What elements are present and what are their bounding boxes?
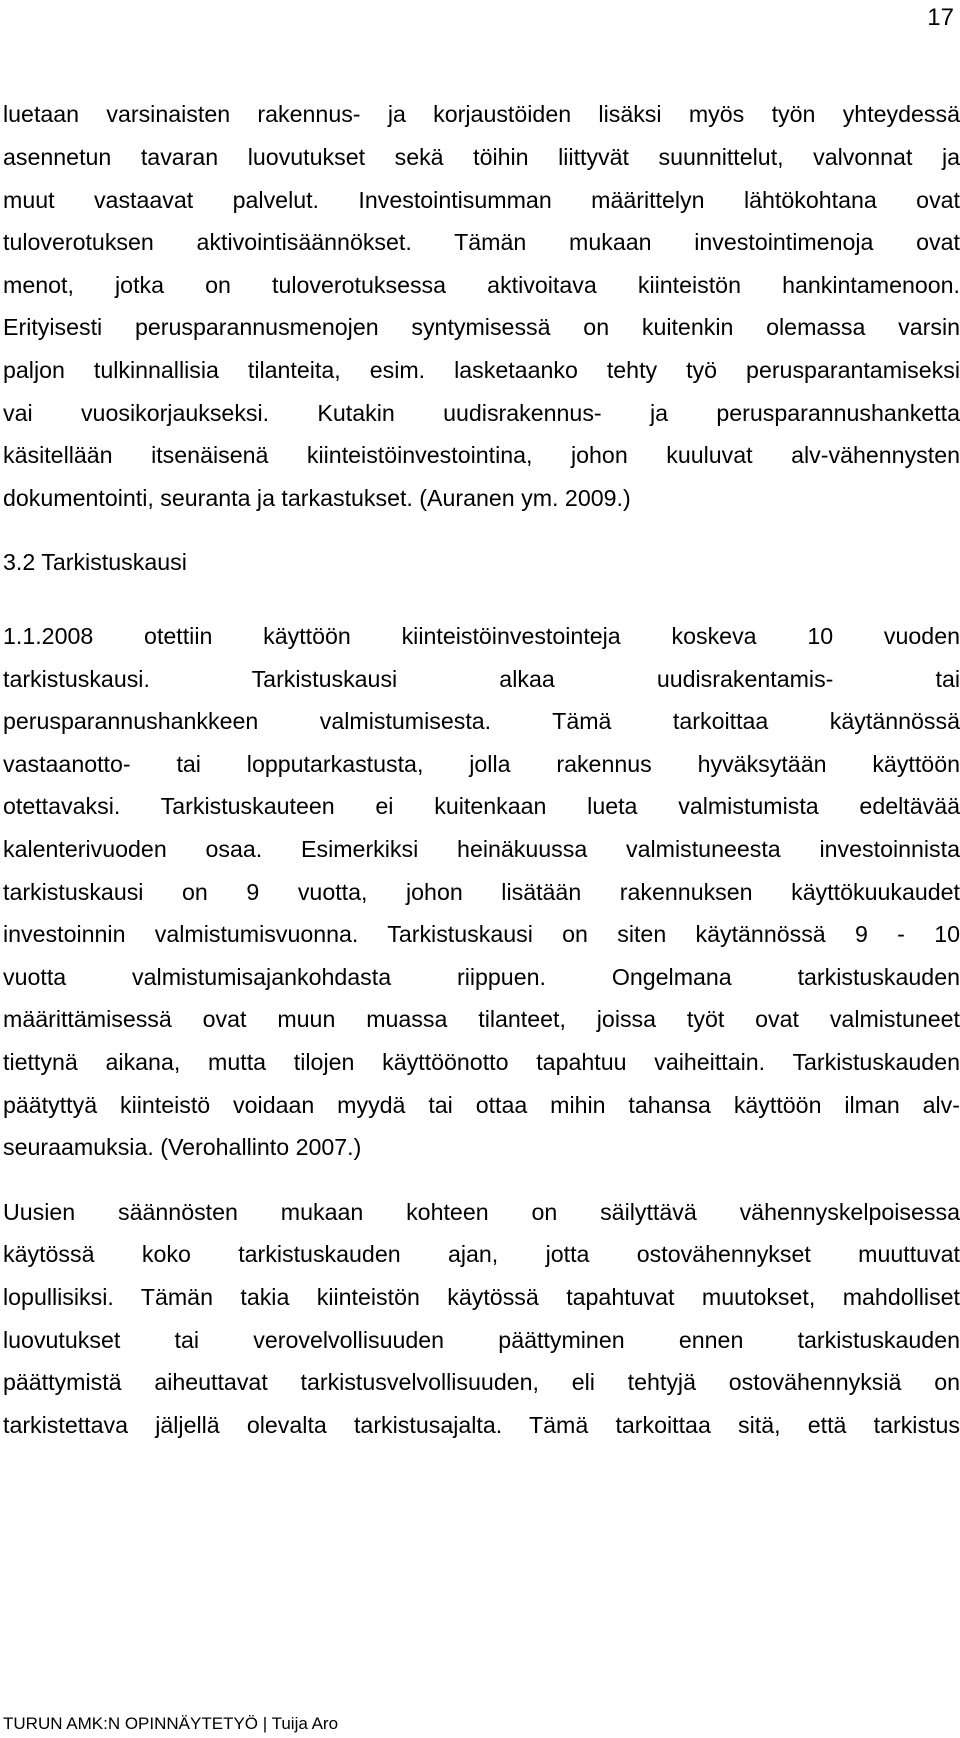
text-line: asennetun tavaran luovutukset sekä töihin liittyvät suunnittelut, valvonnat ja	[3, 144, 960, 170]
text-line: Uusien säännösten mukaan kohteen on säilyttävä vähennyskelpoisessa	[3, 1199, 960, 1225]
text-line: otettavaksi. Tarkistuskauteen ei kuitenkaan lueta valmistumista edeltävää	[3, 793, 960, 819]
text-line: tarkistuskausi. Tarkistuskausi alkaa uudisrakentamis- tai	[3, 666, 960, 692]
text-line: investoinnin valmistumisvuonna. Tarkistuskausi on siten käytännössä 9 - 10	[3, 921, 960, 947]
text-line: luovutukset tai verovelvollisuuden päättyminen ennen tarkistuskauden	[3, 1327, 960, 1353]
text-line: päättymistä aiheuttavat tarkistusvelvollisuuden, eli tehtyjä ostovähennyksiä on	[3, 1369, 960, 1395]
text-line: käsitellään itsenäisenä kiinteistöinvestointina, johon kuuluvat alv-vähennysten	[3, 442, 960, 468]
text-line: lopullisiksi. Tämän takia kiinteistön käytössä tapahtuvat muutokset, mahdolliset	[3, 1284, 960, 1310]
page-footer: TURUN AMK:N OPINNÄYTETYÖ | Tuija Aro	[3, 1714, 339, 1733]
text-line: vuotta valmistumisajankohdasta riippuen. Ongelmana tarkistuskauden	[3, 964, 960, 990]
text-line: Erityisesti perusparannusmenojen syntymisessä on kuitenkin olemassa varsin	[3, 314, 960, 340]
text-line: luetaan varsinaisten rakennus- ja korjaustöiden lisäksi myös työn yhteydessä	[3, 101, 960, 127]
text-line: 1.1.2008 otettiin käyttöön kiinteistöinvestointeja koskeva 10 vuoden	[3, 623, 960, 649]
text-line: vai vuosikorjaukseksi. Kutakin uudisrakennus- ja perusparannushanketta	[3, 400, 960, 426]
text-line: tarkistuskausi on 9 vuotta, johon lisätään rakennuksen käyttökuukaudet	[3, 879, 960, 905]
text-line: kalenterivuoden osaa. Esimerkiksi heinäkuussa valmistuneesta investoinnista	[3, 836, 960, 862]
section-heading: 3.2 Tarkistuskausi	[3, 549, 187, 575]
text-line: muut vastaavat palvelut. Investointisumman määrittelyn lähtökohtana ovat	[3, 187, 960, 213]
text-line: menot, jotka on tuloverotuksessa aktivoitava kiinteistön hankintamenoon.	[3, 272, 960, 298]
text-line: määrittämisessä ovat muun muassa tilanteet, joissa työt ovat valmistuneet	[3, 1006, 960, 1032]
text-line: tiettynä aikana, mutta tilojen käyttöönotto tapahtuu vaiheittain. Tarkistuskauden	[3, 1049, 960, 1075]
text-line: vastaanotto- tai lopputarkastusta, jolla rakennus hyväksytään käyttöön	[3, 751, 960, 777]
text-line: päätyttyä kiinteistö voidaan myydä tai ottaa mihin tahansa käyttöön ilman alv-	[3, 1092, 960, 1118]
text-line: seuraamuksia. (Verohallinto 2007.)	[3, 1134, 362, 1160]
text-line: tuloverotuksen aktivointisäännökset. Tämän mukaan investointimenoja ovat	[3, 229, 960, 255]
text-line: dokumentointi, seuranta ja tarkastukset. (Auranen ym. 2009.)	[3, 485, 631, 511]
text-line: käytössä koko tarkistuskauden ajan, jotta ostovähennykset muuttuvat	[3, 1241, 960, 1267]
text-line: tarkistettava jäljellä olevalta tarkistusajalta. Tämä tarkoittaa sitä, että tarkistus	[3, 1412, 960, 1438]
text-line: paljon tulkinnallisia tilanteita, esim. lasketaanko tehty työ perusparantamiseksi	[3, 357, 960, 383]
page-number: 17	[927, 4, 954, 31]
text-line: perusparannushankkeen valmistumisesta. Tämä tarkoittaa käytännössä	[3, 708, 960, 734]
